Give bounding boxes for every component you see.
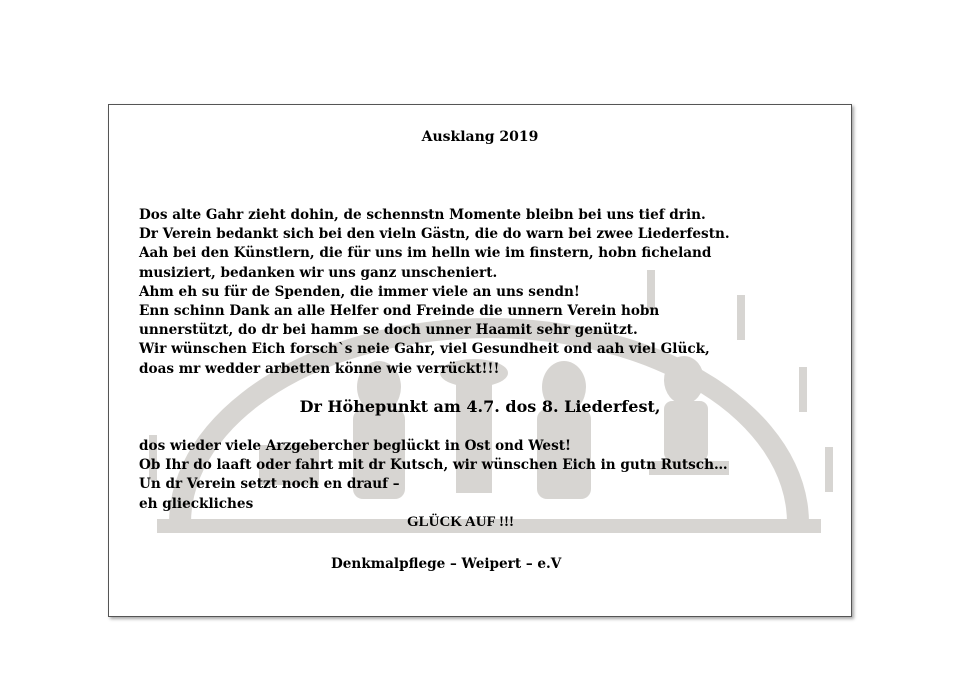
text-line: Aah bei den Künstlern, die für uns im helln wie im finstern, hobn ficheland (139, 245, 712, 262)
paragraph-thanks (139, 206, 730, 379)
text-line: Un dr Verein setzt noch en drauf – (139, 476, 400, 493)
text-line: eh glieckliches (139, 495, 254, 512)
greeting-glueck-auf: GLÜCK AUF !!! (407, 514, 514, 530)
document-title: Ausklang 2019 (421, 129, 539, 145)
text-line: doas mr wedder arbetten könne wie verrückt!!! (139, 360, 500, 377)
text-line: Dr Verein bedankt sich bei den vieln Gästn, die do warn bei zwee Liederfestn. (139, 226, 730, 243)
greeting-card (108, 104, 852, 617)
text-line: Enn schinn Dank an alle Helfer ond Freinde die unnern Verein hobn (139, 303, 660, 320)
text-line: Dos alte Gahr zieht dohin, de schennstn Momente bleibn bei uns tief drin. (139, 207, 706, 223)
signature: Denkmalpflege – Weipert – e.V (331, 556, 562, 572)
text-line: Ob Ihr do laaft oder fahrt mit dr Kutsch, wir wünschen Eich in gutn Rutsch… (139, 457, 728, 474)
text-line: dos wieder viele Arzgebercher beglückt in Ost ond West! (139, 438, 571, 454)
text-line: unnerstützt, do dr bei hamm se doch unner Haamit sehr genützt. (139, 322, 638, 339)
text-line: Ahm eh su für de Spenden, die immer viele an uns sendn! (139, 283, 580, 300)
paragraph-wishes (139, 437, 728, 514)
text-line: Wir wünschen Eich forsch`s neie Gahr, viel Gesundheit ond aah viel Glück, (139, 341, 710, 358)
text-line: musiziert, bedanken wir uns ganz unscheniert. (139, 264, 498, 281)
highlight-heading: Dr Höhepunkt am 4.7. dos 8. Liederfest, (299, 397, 661, 416)
